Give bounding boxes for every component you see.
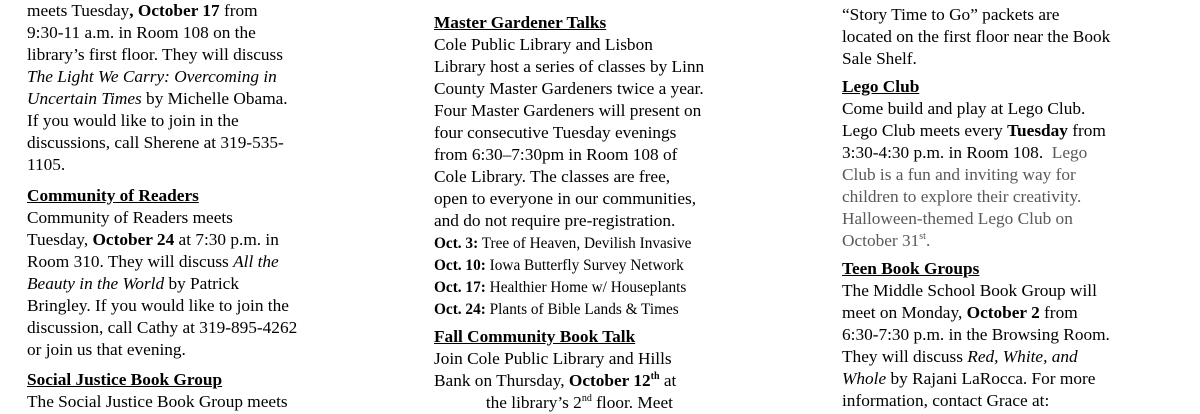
- social-justice-heading: Social Justice Book Group: [27, 370, 223, 389]
- teen-book-line-4: They will discuss Red, White, and: [842, 347, 1078, 366]
- fall-book-talk-line-2: Bank on Thursday, October 12th at: [434, 371, 677, 390]
- community-readers-line-4: Beauty in the World by Patrick: [27, 274, 239, 293]
- story-time-line-3: Sale Shelf.: [842, 49, 917, 68]
- community-readers-line-3: Room 310. They will discuss All the: [27, 252, 279, 271]
- community-readers-line-1: Community of Readers meets: [27, 208, 233, 227]
- master-gardener-line-6: from 6:30–7:30pm in Room 108 of: [434, 145, 678, 164]
- master-gardener-line-4: Four Master Gardeners will present on: [434, 101, 702, 120]
- lego-club-line-7: October 31st.: [842, 231, 931, 250]
- intro-line-3: library’s first floor. They will discuss: [27, 45, 283, 64]
- intro-line-1: meets Tuesday, October 17 from: [27, 1, 258, 20]
- schedule-item-1: Oct. 3: Tree of Heaven, Devilish Invasive: [434, 235, 692, 252]
- intro-line-2: 9:30-11 a.m. in Room 108 on the: [27, 23, 256, 42]
- master-gardener-line-8: open to everyone in our communities,: [434, 189, 697, 208]
- schedule-item-2: Oct. 10: Iowa Butterfly Survey Network: [434, 257, 684, 274]
- master-gardener-line-2: Library host a series of classes by Linn: [434, 57, 705, 76]
- column-right: [842, 0, 1172, 410]
- teen-book-line-3: 6:30-7:30 p.m. in the Browsing Room.: [842, 325, 1110, 344]
- schedule-item-3: Oct. 17: Healthier Home w/ Houseplants: [434, 279, 687, 296]
- lego-club-line-2: Lego Club meets every Tuesday from: [842, 121, 1106, 140]
- teen-book-line-5: Whole by Rajani LaRocca. For more: [842, 369, 1096, 388]
- master-gardener-heading: Master Gardener Talks: [434, 13, 607, 32]
- master-gardener-line-7: Cole Library. The classes are free,: [434, 167, 671, 186]
- teen-book-line-2: meet on Monday, October 2 from: [842, 303, 1078, 322]
- teen-book-line-1: The Middle School Book Group will: [842, 281, 1097, 300]
- intro-line-4: The Light We Carry: Overcoming in: [27, 67, 277, 86]
- lego-club-line-6: Halloween-themed Lego Club on: [842, 209, 1073, 228]
- column-middle: [434, 0, 764, 412]
- community-readers-line-7: or join us that evening.: [27, 340, 186, 359]
- column-left: [27, 0, 347, 411]
- story-time-line-1: “Story Time to Go” packets are: [842, 5, 1060, 24]
- intro-line-7: discussions, call Sherene at 319-535-: [27, 133, 284, 152]
- teen-book-heading: Teen Book Groups: [842, 259, 980, 278]
- master-gardener-line-5: four consecutive Tuesday evenings: [434, 123, 677, 142]
- teen-book-line-6: information, contact Grace at:: [842, 391, 1050, 410]
- story-time-line-2: located on the first floor near the Book: [842, 27, 1111, 46]
- intro-line-6: If you would like to join in the: [27, 111, 239, 130]
- lego-club-heading: Lego Club: [842, 77, 920, 96]
- master-gardener-line-3: County Master Gardeners twice a year.: [434, 79, 704, 98]
- fall-book-talk-line-1: Join Cole Public Library and Hills: [434, 349, 672, 368]
- fall-book-talk-line-3: the library’s 2nd floor. Meet: [434, 393, 673, 412]
- intro-line-8: 1105.: [27, 155, 66, 174]
- lego-club-line-5: children to explore their creativity.: [842, 187, 1082, 206]
- lego-club-line-4: Club is a fun and inviting way for: [842, 165, 1076, 184]
- intro-line-5: Uncertain Times by Michelle Obama.: [27, 89, 288, 108]
- community-readers-line-6: discussion, call Cathy at 319-895-4262: [27, 318, 298, 337]
- community-readers-line-5: Bringley. If you would like to join the: [27, 296, 289, 315]
- community-readers-heading: Community of Readers: [27, 186, 199, 205]
- community-readers-line-2: Tuesday, October 24 at 7:30 p.m. in: [27, 230, 279, 249]
- fall-book-talk-heading: Fall Community Book Talk: [434, 327, 636, 346]
- lego-club-line-3: 3:30-4:30 p.m. in Room 108. Lego: [842, 143, 1088, 162]
- master-gardener-line-9: and do not require pre-registration.: [434, 211, 676, 230]
- master-gardener-line-1: Cole Public Library and Lisbon: [434, 35, 653, 54]
- schedule-item-4: Oct. 24: Plants of Bible Lands & Times: [434, 301, 679, 318]
- lego-club-line-1: Come build and play at Lego Club.: [842, 99, 1086, 118]
- social-justice-line-1: The Social Justice Book Group meets: [27, 392, 288, 411]
